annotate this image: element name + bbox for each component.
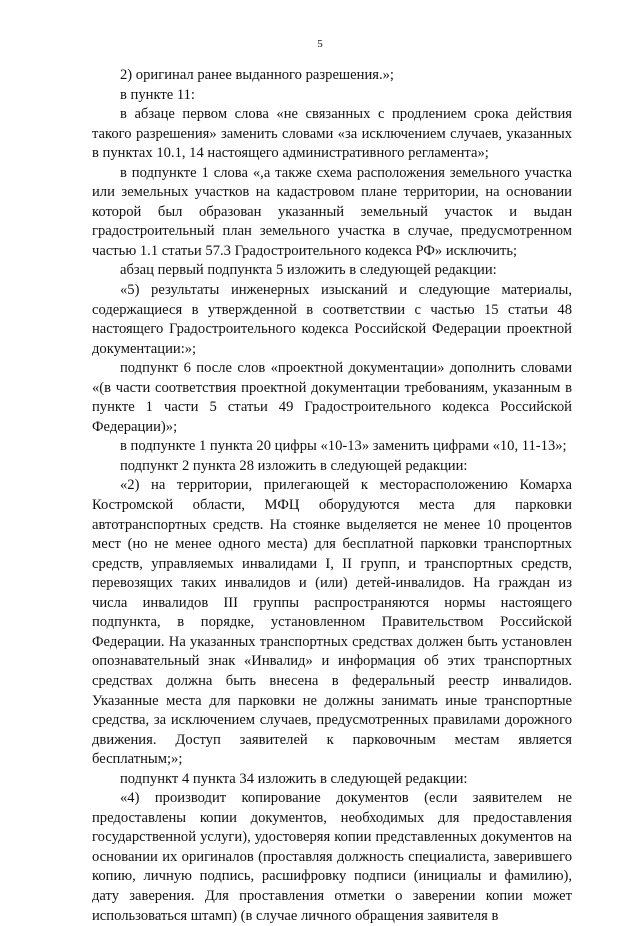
paragraph: «5) результаты инженерных изысканий и следующие материалы, содержащиеся в утвержденной в соответствии с частью 15 статьи 48 настоящего Градостроительного кодекса Российской Федерации проектной документации:»;: [92, 282, 572, 357]
paragraph: «4) производит копирование документов (если заявителем не предоставлены копии документов, необходимых для предоставления государственной услуги), удостоверяя копии представленных документов на основании их оригиналов (проставляя должность специалиста, заверившего копию, личную подпись, расшифровку подписи (инициалы и фамилию), дату заверения. Для проставления отметки о заверении копии может использоваться штамп) (в случае личного обращения заявителя в: [92, 790, 572, 924]
paragraph: «2) на территории, прилегающей к месторасположению Комарха Костромской области, МФЦ оборудуются места для парковки автотранспортных средств. На стоянке выделяется не менее 10 процентов мест (но не менее одного места) для бесплатной парковки транспортных средств, управляемых инвалидами I, II групп, и транспортных средств, перевозящих таких инвалидов и (или) детей-инвалидов. На граждан из числа инвалидов III группы распространяются нормы настоящего подпункта, в порядке, установленном Правительством Российской Федерации. На указанных транспортных средствах должен быть установлен опознавательный знак «Инвалид» и информация об этих транспортных средствах должна быть внесена в федеральный реестр инвалидов. Указанные места для парковки не должны занимать иные транспортные средства, за исключением случаев, предусмотренных правилами дорожного движения. Доступ заявителей к парковочным местам является бесплатным;»;: [92, 477, 572, 768]
paragraph: в пункте 11:: [120, 86, 195, 103]
paragraph: в подпункте 1 слова «,а также схема расположения земельного участка или земельных участков на кадастровом плане территории, на основании которой был образован указанный земельный участок и выдан градостроительный план земельного участка в случае, предусмотренном частью 1.1 статьи 57.3 Градостроительного кодекса РФ» исключить;: [92, 164, 572, 259]
paragraph: подпункт 2 пункта 28 изложить в следующей редакции:: [120, 457, 468, 474]
paragraph: в абзаце первом слова «не связанных с продлением срока действия такого разрешения» заменить словами «за исключением случаев, указанных в пунктах 10.1, 14 настоящего административного регламента»;: [92, 106, 572, 162]
paragraph: в подпункте 1 пункта 20 цифры «10-13» заменить цифрами «10, 11-13»;: [120, 438, 567, 455]
document-body: [92, 66, 572, 926]
paragraph: 2) оригинал ранее выданного разрешения.»;: [120, 67, 394, 83]
page-number: 5: [317, 38, 323, 50]
paragraph: подпункт 6 после слов «проектной документации» дополнить словами «(в части соответствия проектной документации требованиям, указанным в пункте 1 части 5 статьи 49 Градостроительного кодекса Российской Федерации)»;: [92, 360, 572, 435]
paragraph: подпункт 4 пункта 34 изложить в следующей редакции:: [120, 770, 468, 787]
paragraph: абзац первый подпункта 5 изложить в следующей редакции:: [120, 262, 497, 279]
